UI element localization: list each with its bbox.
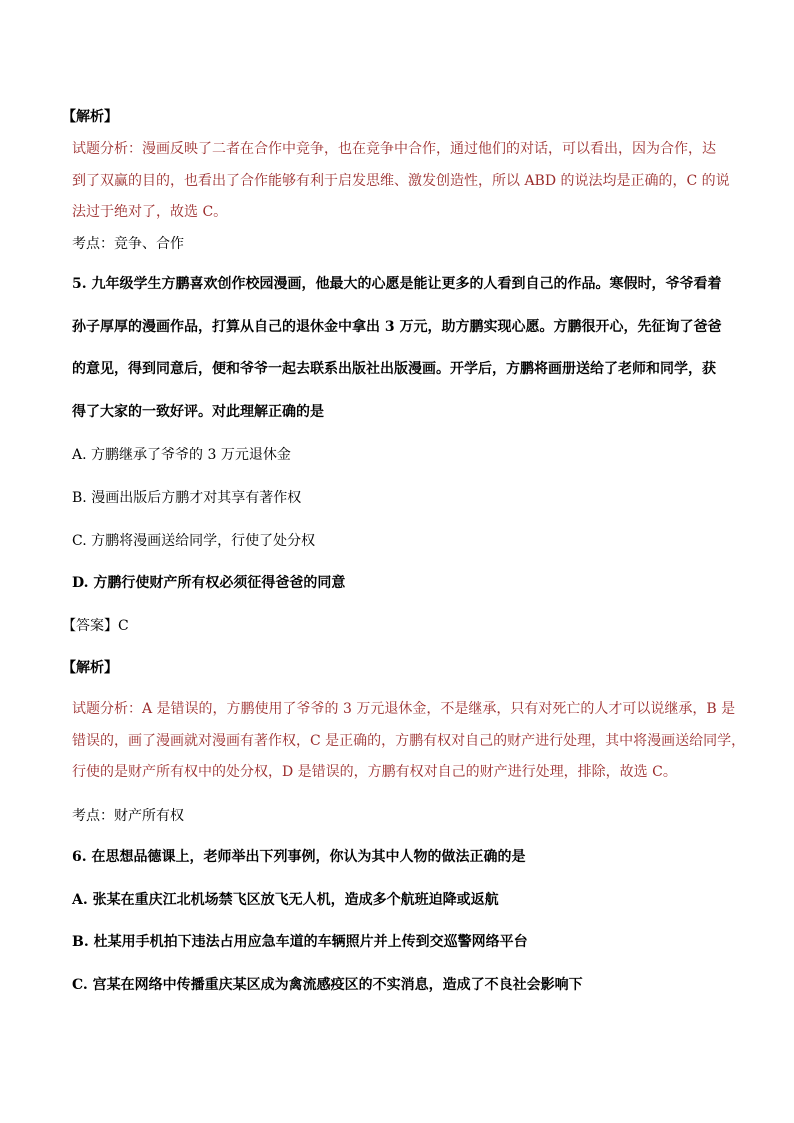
option-a: A. 方鹏继承了爷爷的 3 万元退休金	[72, 447, 291, 463]
analysis-line: 行使的是财产所有权中的处分权，D 是错误的，方鹏有权对自己的财产进行处理，排除，故选 C。	[72, 764, 677, 780]
question-stem: 5. 九年级学生方鹏喜欢创作校园漫画，他最大的心愿是能让更多的人看到自己的作品。寒假时，爷爷看着	[72, 276, 722, 292]
analysis-line: 试题分析：漫画反映了二者在合作中竞争，也在竞争中合作，通过他们的对话，可以看出，因为合作，达	[72, 141, 716, 157]
keypoint-text: 考点：财产所有权	[72, 808, 184, 824]
analysis-line: 法过于绝对了，故选 C。	[72, 204, 228, 220]
analysis-line: 到了双赢的目的，也看出了合作能够有利于启发思维、激发创造性，所以 ABD 的说法均是正确的，C 的说	[72, 173, 730, 189]
option-c: C. 方鹏将漫画送给同学，行使了处分权	[72, 533, 316, 549]
option-c: C. 宫某在网络中传播重庆某区成为禽流感疫区的不实消息，造成了不良社会影响下	[72, 977, 583, 993]
option-b: B. 漫画出版后方鹏才对其享有著作权	[72, 490, 302, 506]
option-d: D. 方鹏行使财产所有权必须征得爸爸的同意	[72, 575, 346, 591]
question-stem: 孙子厚厚的漫画作品，打算从自己的退休金中拿出 3 万元，助方鹏实现心愿。方鹏很开心，先征询了爸爸	[72, 319, 722, 335]
question-stem: 得了大家的一致好评。对此理解正确的是	[72, 404, 324, 420]
question-stem: 的意见，得到同意后，便和爷爷一起去联系出版社出版漫画。开学后，方鹏将画册送给了老师和同学，获	[72, 361, 716, 377]
answer-text: 【答案】C	[62, 618, 129, 634]
analysis-heading: 【解析】	[62, 660, 118, 676]
question-stem: 6. 在思想品德课上，老师举出下列事例，你认为其中人物的做法正确的是	[72, 849, 526, 865]
keypoint-text: 考点：竞争、合作	[72, 236, 184, 252]
option-a: A. 张某在重庆江北机场禁飞区放飞无人机，造成多个航班迫降或返航	[72, 892, 499, 908]
analysis-line: 错误的，画了漫画就对漫画有著作权，C 是正确的，方鹏有权对自己的财产进行处理，其中将漫画送给同学，	[72, 733, 746, 749]
analysis-heading: 【解析】	[62, 109, 118, 125]
option-b: B. 杜某用手机拍下违法占用应急车道的车辆照片并上传到交巡警网络平台	[72, 934, 528, 950]
analysis-line: 试题分析：A 是错误的，方鹏使用了爷爷的 3 万元退休金，不是继承，只有对死亡的人才可以说继承，B 是	[72, 701, 736, 717]
